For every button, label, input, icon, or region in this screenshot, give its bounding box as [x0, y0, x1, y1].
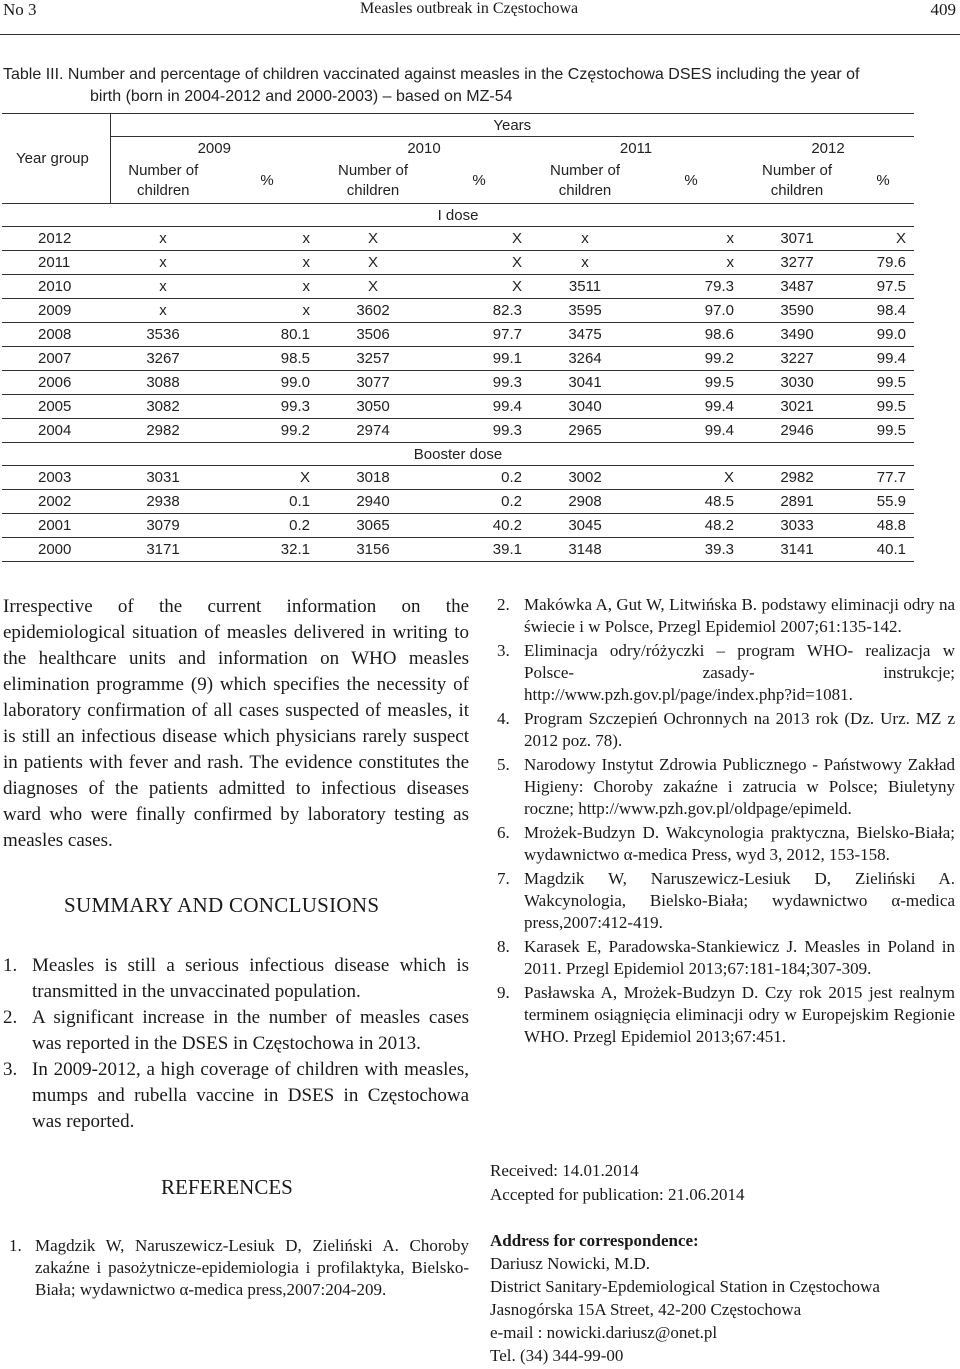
reference-text: Mrożek-Budzyn D. Wakcynologia praktyczna, Bielsko-Biała; wydawnictwo α-medica Press, wyd 3, 2012, 153-158.: [524, 823, 955, 864]
children-count-cell: 3511: [530, 275, 640, 299]
percent-cell: 99.4: [640, 395, 742, 419]
percent-header: %: [876, 172, 890, 189]
table: [2, 113, 914, 562]
children-count-cell: 3031: [110, 466, 216, 490]
reference-item-1: [3, 1235, 469, 1301]
table-row: [2, 514, 914, 538]
percent-cell: X: [640, 466, 742, 490]
summary-item: [3, 953, 469, 1005]
children-count-cell: 3018: [318, 466, 428, 490]
reference-item-4: [490, 708, 955, 752]
percent-cell: 99.1: [428, 347, 530, 371]
year-group-cell: 2010: [2, 275, 110, 299]
percent-cell: 99.2: [640, 347, 742, 371]
percent-cell: X: [852, 227, 914, 251]
reference-number: 6.: [497, 823, 510, 842]
children-count-cell: 2938: [110, 490, 216, 514]
percent-cell: 48.2: [640, 514, 742, 538]
children-count-cell: X: [318, 251, 428, 275]
summary-item: [3, 1057, 469, 1135]
reference-item-8: [490, 936, 955, 980]
references-heading: REFERENCES: [161, 1175, 293, 1199]
children-count-cell: 3277: [742, 251, 852, 275]
header-text: children: [346, 182, 400, 199]
header-text: Number of: [549, 162, 621, 179]
reference-text: Pasławska A, Mrożek-Budzyn D. Czy rok 2015 jest realnym terminem osiągnięcia eliminacji odry w Europejskim Regionie WHO. Przegl Epidemiol 2013;67:451.: [524, 983, 955, 1046]
email: e-mail : nowicki.dariusz@onet.pl: [490, 1323, 718, 1342]
percent-cell: 0.2: [428, 490, 530, 514]
children-count-cell: 3033: [742, 514, 852, 538]
percent-header: %: [260, 172, 274, 189]
percent-cell: 99.5: [852, 371, 914, 395]
year-group-cell: 2012: [2, 227, 110, 251]
percent-cell: 79.6: [852, 251, 914, 275]
summary-number: 2.: [3, 1007, 18, 1028]
percent-cell: 39.1: [428, 538, 530, 562]
reference-number: 1.: [9, 1236, 22, 1255]
children-count-cell: 2908: [530, 490, 640, 514]
percent-cell: 0.1: [216, 490, 318, 514]
year-header-2010: 2010: [407, 139, 441, 157]
table-row: [2, 227, 914, 251]
children-count-cell: 2974: [318, 419, 428, 443]
years-header: Years: [110, 114, 914, 137]
year-group-cell: 2006: [2, 371, 110, 395]
year-header-2009: 2009: [197, 139, 231, 157]
year-group-cell: 2004: [2, 419, 110, 443]
children-count-cell: 3021: [742, 395, 852, 419]
children-count-cell: 3267: [110, 347, 216, 371]
children-count-cell: 3082: [110, 395, 216, 419]
percent-cell: 40.1: [852, 538, 914, 562]
year-group-cell: 2005: [2, 395, 110, 419]
percent-cell: 98.5: [216, 347, 318, 371]
percent-cell: 99.5: [852, 419, 914, 443]
percent-header: %: [684, 172, 698, 189]
percent-cell: X: [428, 227, 530, 251]
children-count-cell: 3536: [110, 323, 216, 347]
issue-number: No 3: [3, 0, 37, 19]
reference-number: 7.: [497, 869, 510, 888]
received-date: Received: 14.01.2014: [490, 1161, 639, 1180]
table-row: [2, 347, 914, 371]
percent-cell: 98.4: [852, 299, 914, 323]
percent-cell: 97.7: [428, 323, 530, 347]
children-count-cell: 3002: [530, 466, 640, 490]
percent-cell: 99.3: [428, 419, 530, 443]
summary-text: Measles is still a serious infectious disease which is transmitted in the unvaccinated population.: [32, 955, 469, 1002]
summary-item: [3, 1005, 469, 1057]
children-count-cell: 3171: [110, 538, 216, 562]
percent-cell: 97.0: [640, 299, 742, 323]
percent-header: %: [472, 172, 486, 189]
table-row: [2, 466, 914, 490]
percent-cell: x: [216, 227, 318, 251]
percent-cell: x: [216, 275, 318, 299]
header-rule: [0, 34, 960, 35]
caption-line-2: birth (born in 2004-2012 and 2000-2003) – based on MZ-54: [90, 88, 513, 105]
percent-cell: 48.5: [640, 490, 742, 514]
percent-cell: 99.4: [640, 419, 742, 443]
children-count-cell: 2982: [742, 466, 852, 490]
year-group-cell: 2009: [2, 299, 110, 323]
children-count-cell: 3156: [318, 538, 428, 562]
reference-text: Makówka A, Gut W, Litwińska B. podstawy eliminacji odry na świecie i w Polsce, Przegl Epidemiol 2007;61:135-142.: [524, 595, 955, 636]
children-count-cell: x: [110, 251, 216, 275]
reference-item-3: [490, 640, 955, 706]
children-count-cell: 3040: [530, 395, 640, 419]
percent-cell: x: [216, 251, 318, 275]
children-count-cell: 3041: [530, 371, 640, 395]
children-count-cell: 3148: [530, 538, 640, 562]
percent-cell: 99.4: [428, 395, 530, 419]
children-count-cell: 3595: [530, 299, 640, 323]
reference-item-5: [490, 754, 955, 820]
year-group-header: Year group: [2, 114, 110, 204]
table-row: [2, 538, 914, 562]
header-text: children: [558, 182, 612, 199]
children-count-cell: x: [110, 299, 216, 323]
header-text: Number of: [761, 162, 833, 179]
number-of-children-header: [530, 159, 640, 204]
percent-cell: 99.0: [216, 371, 318, 395]
article-dates: [490, 1159, 744, 1207]
percent-cell: 77.7: [852, 466, 914, 490]
children-count-cell: 3045: [530, 514, 640, 538]
body-paragraph: Irrespective of the current information on the epidemiological situation of measles delivered in writing to the healthcare units and information on WHO measles elimination programme (9) which specifies the necessity of laboratory confirmation of all cases suspected of measles, it is still an infectious disease which physicians rarely suspect in patients with fever and rash. The evidence constitutes the diagnoses of the patients admitted to infectious diseases ward who were finally confirmed by laboratory testing as measles cases.: [3, 596, 469, 851]
percent-cell: 99.5: [640, 371, 742, 395]
children-count-cell: 3227: [742, 347, 852, 371]
section-booster-dose: Booster dose: [2, 443, 914, 466]
summary-text: In 2009-2012, a high coverage of children with measles, mumps and rubella vaccine in DSES in Częstochowa was reported.: [32, 1059, 469, 1132]
accepted-date: Accepted for publication: 21.06.2014: [490, 1185, 745, 1204]
header-text: children: [770, 182, 824, 199]
running-title: Measles outbreak in Częstochowa: [360, 0, 579, 17]
children-count-cell: 3264: [530, 347, 640, 371]
reference-number: 5.: [497, 755, 510, 774]
institution: District Sanitary-Epdemiological Station in Częstochowa: [490, 1277, 880, 1296]
table-caption: [3, 64, 953, 108]
children-count-cell: x: [110, 227, 216, 251]
table-row: [2, 419, 914, 443]
percent-cell: 0.2: [428, 466, 530, 490]
year-group-cell: 2002: [2, 490, 110, 514]
year-group-cell: 2001: [2, 514, 110, 538]
children-count-cell: 3590: [742, 299, 852, 323]
summary-heading: SUMMARY AND CONCLUSIONS: [64, 893, 380, 917]
percent-cell: 99.4: [852, 347, 914, 371]
header-text: Number of: [128, 162, 199, 179]
telephone: Tel. (34) 344-99-00: [490, 1346, 624, 1365]
street-address: Jasnogórska 15A Street, 42-200 Częstochowa: [490, 1300, 802, 1319]
correspondence-address: [490, 1229, 880, 1367]
reference-number: 8.: [497, 937, 510, 956]
children-count-cell: 3079: [110, 514, 216, 538]
percent-cell: 32.1: [216, 538, 318, 562]
reference-text: Karasek E, Paradowska-Stankiewicz J. Measles in Poland in 2011. Przegl Epidemiol 2013;67:181-184;307-309.: [524, 937, 955, 978]
percent-cell: 80.1: [216, 323, 318, 347]
children-count-cell: x: [530, 227, 640, 251]
reference-item-9: [490, 982, 955, 1048]
children-count-cell: 3050: [318, 395, 428, 419]
reference-text: Eliminacja odry/różyczki – program WHO- realizacja w Polsce- zasady- instrukcje; http://www.pzh.gov.pl/page/index.php?id=1081.: [524, 641, 955, 704]
number-of-children-header: [318, 159, 428, 204]
table-row: [2, 490, 914, 514]
reference-item-7: [490, 868, 955, 934]
percent-cell: 55.9: [852, 490, 914, 514]
percent-cell: x: [640, 227, 742, 251]
header-text: children: [136, 182, 190, 199]
percent-cell: 97.5: [852, 275, 914, 299]
summary-text: A significant increase in the number of measles cases was reported in the DSES in Częstochowa in 2013.: [32, 1007, 469, 1054]
reference-number: 3.: [497, 641, 510, 660]
page-number: 409: [930, 0, 956, 19]
percent-cell: x: [640, 251, 742, 275]
children-count-cell: 3088: [110, 371, 216, 395]
caption-line-1: Table III. Number and percentage of children vaccinated against measles in the Częstochowa DSES including the year of: [3, 66, 860, 83]
section-primary-dose: I dose: [2, 204, 914, 227]
table-row: [2, 251, 914, 275]
percent-cell: 98.6: [640, 323, 742, 347]
references-list: [490, 594, 955, 1050]
percent-cell: X: [216, 466, 318, 490]
summary-list: [3, 953, 469, 1135]
percent-cell: X: [428, 251, 530, 275]
percent-cell: 82.3: [428, 299, 530, 323]
children-count-cell: 3490: [742, 323, 852, 347]
children-count-cell: 2940: [318, 490, 428, 514]
percent-cell: 39.3: [640, 538, 742, 562]
year-group-cell: 2007: [2, 347, 110, 371]
percent-cell: 0.2: [216, 514, 318, 538]
percent-cell: 99.3: [428, 371, 530, 395]
percent-cell: 99.0: [852, 323, 914, 347]
reference-text: Program Szczepień Ochronnych na 2013 rok (Dz. Urz. MZ z 2012 poz. 78).: [524, 709, 955, 750]
table-row: [2, 275, 914, 299]
percent-cell: X: [428, 275, 530, 299]
children-count-cell: 3065: [318, 514, 428, 538]
table-row: [2, 323, 914, 347]
summary-number: 3.: [3, 1059, 18, 1080]
children-count-cell: X: [318, 227, 428, 251]
children-count-cell: 3141: [742, 538, 852, 562]
address-heading: Address for correspondence:: [490, 1231, 699, 1250]
reference-item-2: [490, 594, 955, 638]
children-count-cell: 2946: [742, 419, 852, 443]
children-count-cell: 2982: [110, 419, 216, 443]
children-count-cell: 3487: [742, 275, 852, 299]
children-count-cell: 3030: [742, 371, 852, 395]
children-count-cell: x: [110, 275, 216, 299]
table-row: [2, 395, 914, 419]
year-group-cell: 2011: [2, 251, 110, 275]
children-count-cell: 3602: [318, 299, 428, 323]
vaccination-table: [2, 113, 914, 562]
percent-cell: x: [216, 299, 318, 323]
children-count-cell: 3077: [318, 371, 428, 395]
percent-cell: 40.2: [428, 514, 530, 538]
year-header-2012: 2012: [811, 139, 845, 157]
percent-cell: 99.3: [216, 395, 318, 419]
percent-cell: 99.2: [216, 419, 318, 443]
header-text: Number of: [337, 162, 409, 179]
children-count-cell: 2891: [742, 490, 852, 514]
page-header: [0, 0, 960, 22]
children-count-cell: 3506: [318, 323, 428, 347]
author-name: Dariusz Nowicki, M.D.: [490, 1254, 651, 1273]
reference-number: 2.: [497, 595, 510, 614]
reference-text: Magdzik W, Naruszewicz-Lesiuk D, Zieliński A. Wakcynologia, Bielsko-Biała; wydawnictwo α-medica press,2007:412-419.: [524, 869, 955, 932]
children-count-cell: X: [318, 275, 428, 299]
children-count-cell: 3071: [742, 227, 852, 251]
percent-cell: 79.3: [640, 275, 742, 299]
reference-text: Narodowy Instytut Zdrowia Publicznego - Państwowy Zakład Higieny: Choroby zakaźne i zatrucia w Polsce; Biuletyny roczne; http://www.pzh.gov.pl/oldpage/epimeld.: [524, 755, 955, 818]
reference-number: 4.: [497, 709, 510, 728]
children-count-cell: 3257: [318, 347, 428, 371]
number-of-children-header: [110, 159, 216, 204]
table-row: [2, 371, 914, 395]
children-count-cell: x: [530, 251, 640, 275]
year-group-cell: 2000: [2, 538, 110, 562]
summary-number: 1.: [3, 955, 18, 976]
year-group-cell: 2008: [2, 323, 110, 347]
number-of-children-header: [742, 159, 852, 204]
year-header-2011: 2011: [619, 139, 653, 157]
reference-number: 9.: [497, 983, 510, 1002]
year-group-cell: 2003: [2, 466, 110, 490]
percent-cell: 99.5: [852, 395, 914, 419]
percent-cell: 48.8: [852, 514, 914, 538]
reference-text: Magdzik W, Naruszewicz-Lesiuk D, Zieliński A. Choroby zakaźne i pasożytnicze-epidemiologia i profilaktyka, Bielsko-Biała; wydawnictwo α-medica press,2007:204-209.: [35, 1236, 469, 1299]
table-row: [2, 299, 914, 323]
children-count-cell: 3475: [530, 323, 640, 347]
reference-item-6: [490, 822, 955, 866]
children-count-cell: 2965: [530, 419, 640, 443]
